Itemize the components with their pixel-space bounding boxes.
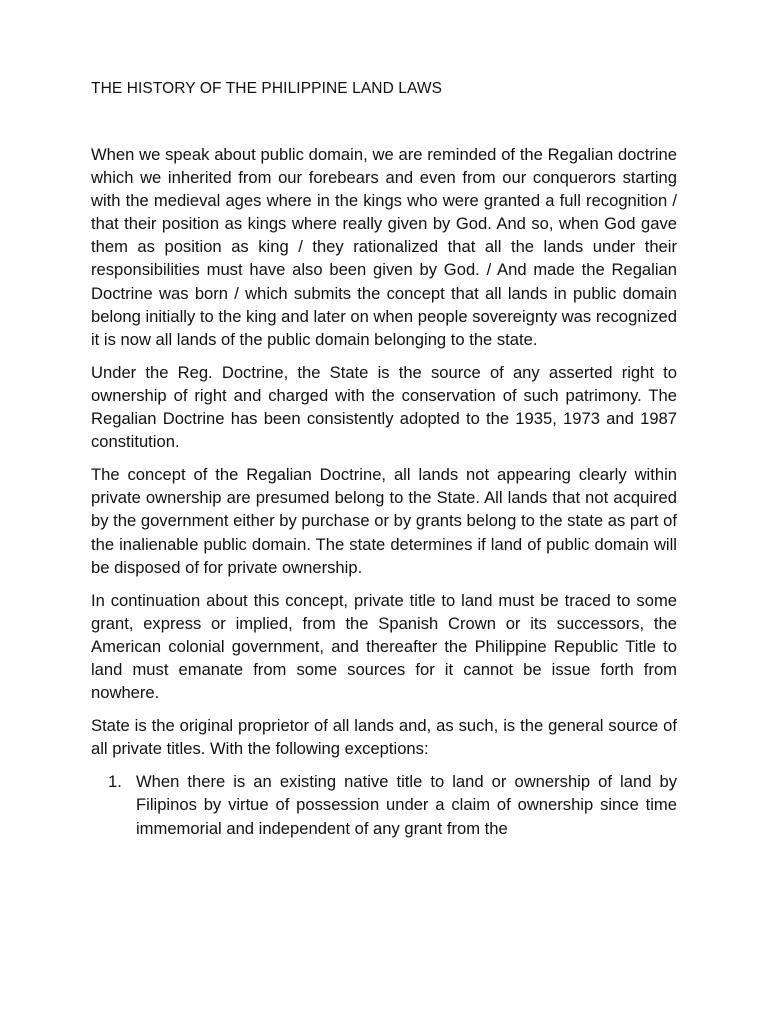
- list-item-text: When there is an existing native title to land or ownership of land by Filipinos by virtue of possession under a claim of ownership since time immemorial and independent of any grant from the: [136, 772, 677, 838]
- paragraph-regalian-origin: When we speak about public domain, we are reminded of the Regalian doctrine which we inherited from our forebears and even from our conquerors starting with the medieval ages where in the kings who were granted a full recognition / that their position as kings where really given by God. And so, when God gave them as position as king / they rationalized that all the lands under their responsibilities must have also been given by God. / And made the Regalian Doctrine was born / which submits the concept that all lands in public domain belong initially to the king and later on when people sovereignty was recognized it is now all lands of the public domain belonging to the state.: [91, 145, 677, 349]
- document-body: [91, 143, 677, 840]
- paragraph-concept: The concept of the Regalian Doctrine, all lands not appearing clearly within private ownership are presumed belong to the State. All lands that not acquired by the government either by purchase or by grants belong to the state as part of the inalienable public domain. The state determines if land of public domain will be disposed of for private ownership.: [91, 465, 677, 577]
- paragraph-original-proprietor: State is the original proprietor of all lands and, as such, is the general source of all private titles. With the following exceptions:: [91, 716, 677, 759]
- exceptions-list: [91, 770, 677, 839]
- list-item: [91, 770, 677, 839]
- paragraph-continuation: In continuation about this concept, private title to land must be traced to some grant, express or implied, from the Spanish Crown or its successors, the American colonial government, and thereafter the Philippine Republic Title to land must emanate from some sources for it cannot be issue forth from nowhere.: [91, 590, 677, 703]
- list-item-number: 1.: [108, 772, 122, 792]
- document-title: THE HISTORY OF THE PHILIPPINE LAND LAWS: [91, 80, 443, 97]
- paragraph-state-source: Under the Reg. Doctrine, the State is the source of any asserted right to ownership of right and charged with the conservation of such patrimony. The Regalian Doctrine has been consistently adopted to the 1935, 1973 and 1987 constitution.: [91, 362, 677, 452]
